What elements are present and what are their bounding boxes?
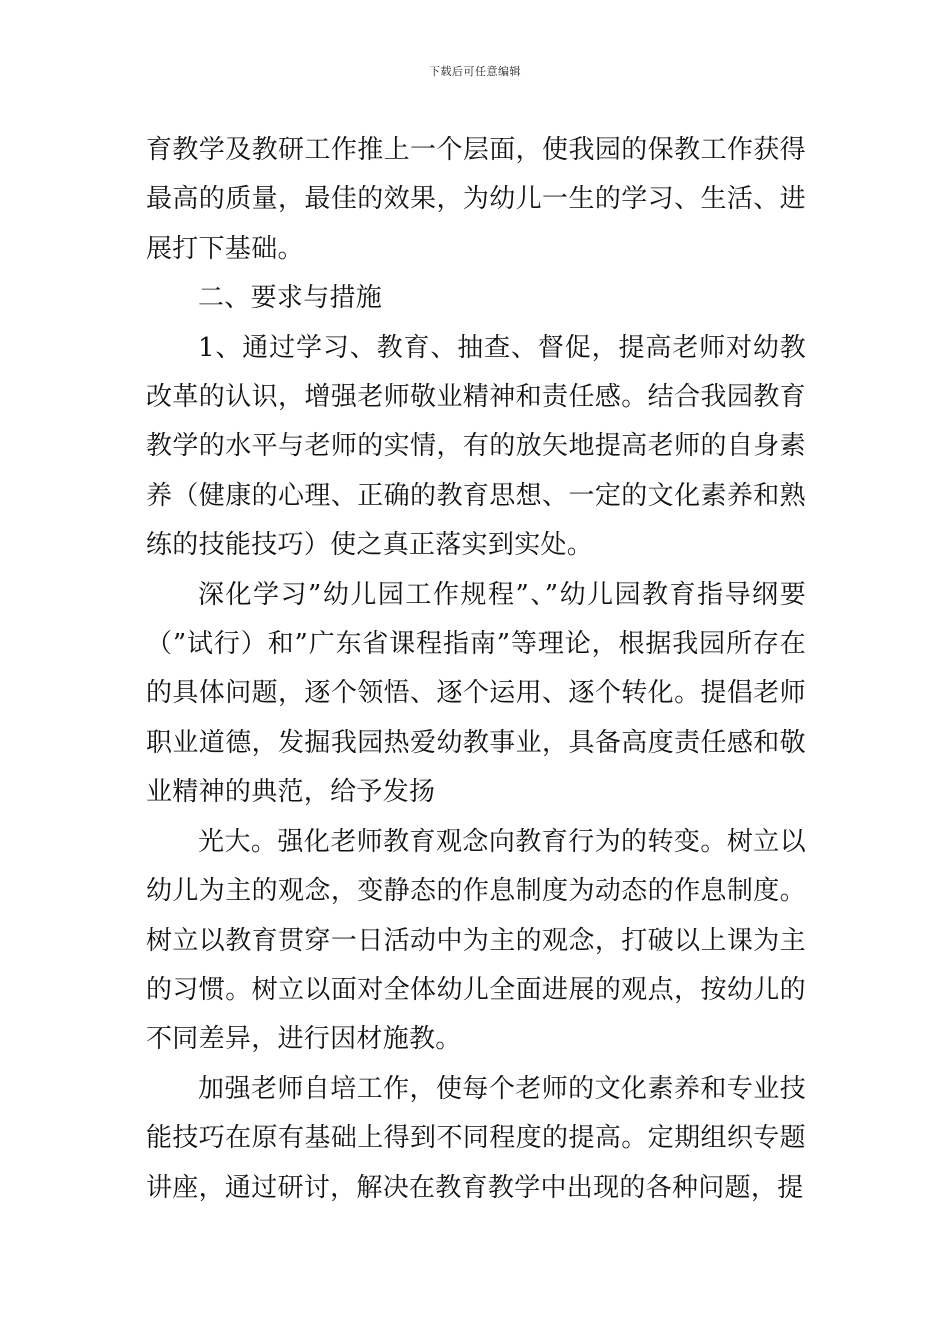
paragraph-continuation: 育教学及教研工作推上一个层面，使我园的保教工作获得最高的质量，最佳的效果，为幼儿一生的学习、生活、进展打下基础。: [146, 135, 806, 264]
paragraph-item-1: 1、通过学习、教育、抽查、督促，提高老师对幼教改革的认识，增强老师敬业精神和责任感。结合我园教育教学的水平与老师的实情，有的放矢地提高老师的自身素养（健康的心理、正确的教育思想、一定的文化素养和熟练的技能技巧）使之真正落实到实处。: [146, 332, 806, 561]
section-heading: 二、要求与措施: [198, 283, 383, 314]
paragraph-deepen-study: 深化学习”幼儿园工作规程”、”幼儿园教育指导纲要（”试行）和”广东省课程指南”等理论，根据我园所存在的具体问题，逐个领悟、逐个运用、逐个转化。提倡老师职业道德，发掘我园热爱幼教事业，具备高度责任感和敬业精神的典范，给予发扬: [146, 579, 806, 808]
paragraph-teacher-training: 加强老师自培工作，使每个老师的文化素养和专业技能技巧在原有基础上得到不同程度的提高。定期组织专题讲座，通过研讨，解决在教育教学中出现的各种问题，提: [146, 1073, 806, 1203]
document-body: [146, 126, 806, 1213]
paragraph-concept-change: 光大。强化老师教育观念向教育行为的转变。树立以幼儿为主的观念，变静态的作息制度为动态的作息制度。树立以教育贯穿一日活动中为主的观念，打破以上课为主的习惯。树立以面对全体幼儿全面进展的观点，按幼儿的不同差异，进行因材施教。: [146, 826, 806, 1055]
page-header: 下载后可任意编辑: [429, 65, 521, 78]
